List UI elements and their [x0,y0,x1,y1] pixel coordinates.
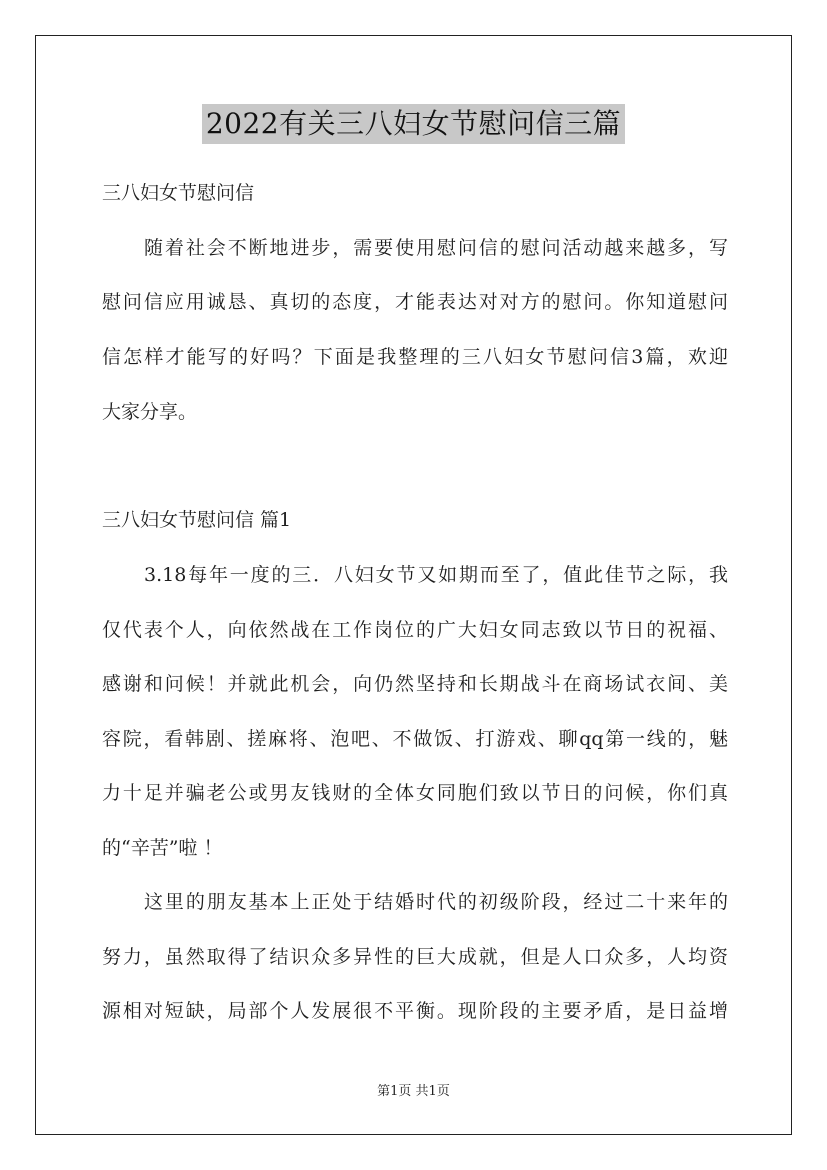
paragraph-line: 源相对短缺，局部个人发展很不平衡。现阶段的主要矛盾，是日益增 [102,1000,728,1022]
document-title: 2022有关三八妇女节慰问信三篇 [202,104,625,144]
paragraph-line: 力十足并骗老公或男友钱财的全体女同胞们致以节日的问候，你们真 [102,782,728,804]
paragraph-line: 仅代表个人，向依然战在工作岗位的广大妇女同志致以节日的祝福、 [102,619,728,641]
section-heading: 三八妇女节慰问信 篇1 [102,509,292,531]
section-heading: 三八妇女节慰问信 [102,182,255,204]
paragraph-line: 这里的朋友基本上正处于结婚时代的初级阶段，经过二十来年的 [144,891,728,913]
page-footer: 第1页 共1页 [377,1084,450,1099]
paragraph-line: 努力，虽然取得了结识众多异性的巨大成就，但是人口众多，人均资 [102,946,728,968]
intro-line: 随着社会不断地进步，需要使用慰问信的慰问活动越来越多，写 [144,237,728,259]
paragraph-line: 容院，看韩剧、搓麻将、泡吧、不做饭、打游戏、聊qq第一线的，魅 [102,728,728,750]
paragraph-line: 的“辛苦”啦 ！ [102,837,223,859]
paragraph-line: 感谢和问候！并就此机会，向仍然坚持和长期战斗在商场试衣间、美 [102,673,728,695]
intro-line: 慰问信应用诚恳、真切的态度，才能表达对对方的慰问。你知道慰问 [102,291,728,313]
paragraph-line: 3.18每年一度的三．八妇女节又如期而至了，值此佳节之际，我 [144,564,728,586]
intro-line: 信怎样才能写的好吗？下面是我整理的三八妇女节慰问信3篇，欢迎 [102,346,728,368]
title-container [0,104,827,144]
intro-line: 大家分享。 [102,401,198,423]
